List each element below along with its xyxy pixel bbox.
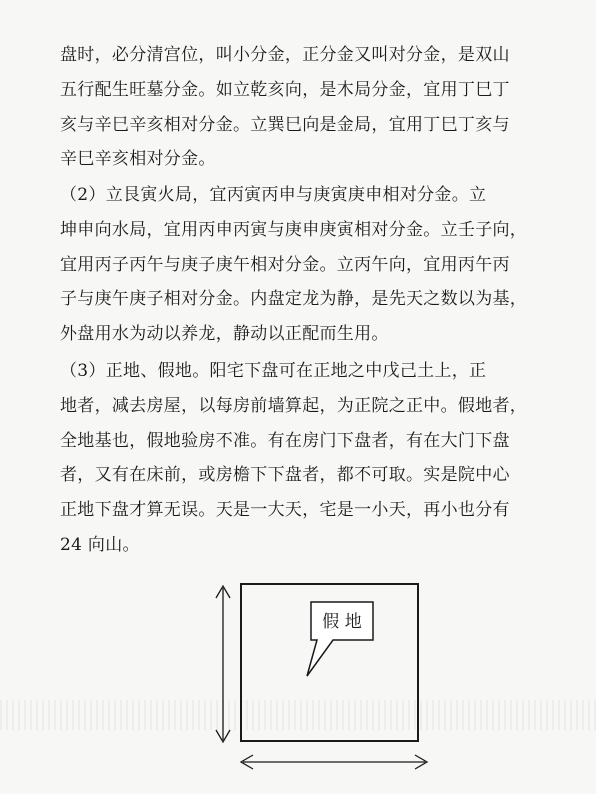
text-line: （2）立艮寅火局，宜丙寅丙申与庚寅庚申相对分金。立 bbox=[60, 185, 487, 205]
text-line: 坤申向水局，宜用丙申丙寅与庚申庚寅相对分金。立壬子向， bbox=[60, 219, 528, 240]
text-line: 全地基也，假地验房不准。有在房门下盘者，有在大门下盘 bbox=[60, 430, 510, 451]
false-ground-diagram bbox=[205, 578, 445, 778]
text-line: （3）正地、假地。阳宅下盘可在正地之中戊己土上，正 bbox=[60, 361, 487, 381]
horizontal-dimension-arrow bbox=[241, 755, 427, 769]
text-line: 辛巳辛亥相对分金。 bbox=[60, 149, 216, 170]
scan-noise-band bbox=[0, 700, 596, 730]
text-line: 宜用丙子丙午与庚子庚午相对分金。立丙午向，宜用丙午丙 bbox=[60, 254, 510, 275]
paragraph-2 bbox=[60, 178, 530, 352]
callout-label: 假 地 bbox=[322, 612, 362, 632]
text-line: 盘时，必分清宫位，叫小分金，正分金又叫对分金，是双山 bbox=[60, 45, 510, 65]
text-line: 外盘用水为动以养龙，静动以正配而生用。 bbox=[60, 324, 389, 345]
text-line: 亥与辛巳辛亥相对分金。立巽巳向是金局，宜用丁巳丁亥与 bbox=[60, 114, 510, 135]
text-line: 子与庚午庚子相对分金。内盘定龙为静，是先天之数以为基， bbox=[60, 289, 528, 310]
paragraph-1 bbox=[60, 38, 530, 177]
text-line: 24 向山。 bbox=[60, 534, 140, 555]
text-line: 五行配生旺墓分金。如立乾亥向，是木局分金，宜用丁巳丁 bbox=[60, 79, 510, 100]
text-line: 正地下盘才算无误。天是一大天，宅是一小天，再小也分有 bbox=[60, 500, 510, 521]
text-line: 地者，减去房屋，以每房前墙算起，为正院之正中。假地者， bbox=[60, 395, 528, 416]
text-line: 者，又有在床前，或房檐下下盘者，都不可取。实是院中心 bbox=[60, 465, 510, 486]
paragraph-3 bbox=[60, 354, 530, 563]
